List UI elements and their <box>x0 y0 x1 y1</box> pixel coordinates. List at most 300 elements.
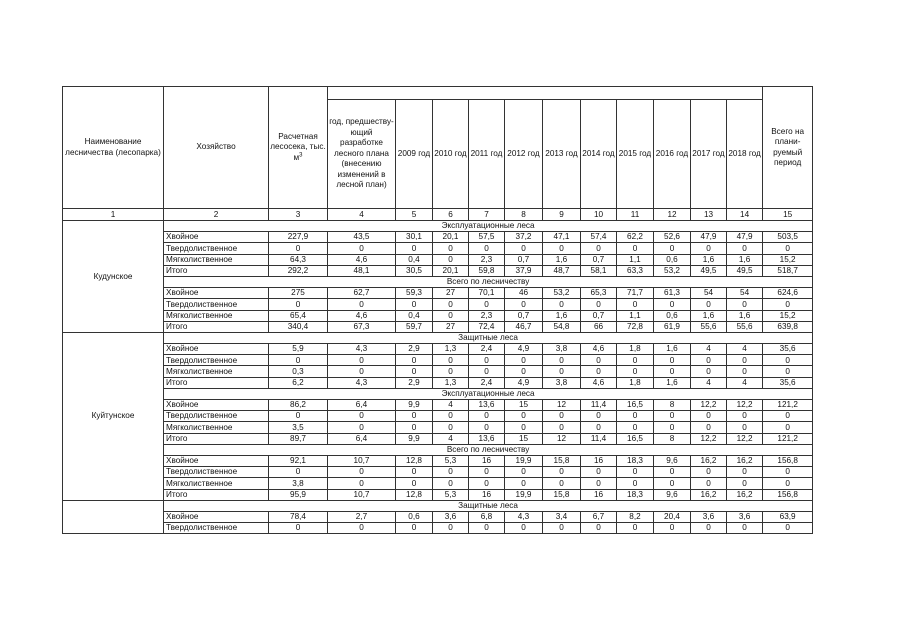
value-cell: 15,2 <box>763 310 813 321</box>
value-cell: 0 <box>654 243 691 254</box>
farm-type-cell: Итого <box>164 377 269 388</box>
column-number: 6 <box>433 209 469 221</box>
value-cell: 3,8 <box>543 377 581 388</box>
header-allowable-cut <box>269 87 328 209</box>
value-cell: 0 <box>505 467 543 478</box>
farm-type-cell: Итого <box>164 433 269 444</box>
value-cell: 3,6 <box>691 511 727 522</box>
value-cell: 15 <box>505 433 543 444</box>
value-cell: 0 <box>469 478 505 489</box>
value-cell: 0 <box>433 243 469 254</box>
value-cell: 0 <box>469 355 505 366</box>
farm-type-cell: Итого <box>164 321 269 332</box>
value-cell: 10,7 <box>328 455 396 466</box>
value-cell: 1,3 <box>433 344 469 355</box>
value-cell: 43,5 <box>328 232 396 243</box>
value-cell: 15,8 <box>543 489 581 500</box>
table-row <box>63 523 813 534</box>
value-cell: 0 <box>581 299 617 310</box>
value-cell: 37,2 <box>505 232 543 243</box>
value-cell: 86,2 <box>269 400 328 411</box>
value-cell: 0 <box>617 366 654 377</box>
value-cell: 20,1 <box>433 232 469 243</box>
value-cell: 1,1 <box>617 310 654 321</box>
value-cell: 0 <box>396 467 433 478</box>
value-cell: 4 <box>727 344 763 355</box>
value-cell: 0 <box>433 478 469 489</box>
value-cell: 47,9 <box>691 232 727 243</box>
value-cell: 70,1 <box>469 288 505 299</box>
value-cell: 0 <box>543 366 581 377</box>
value-cell: 0 <box>727 366 763 377</box>
value-cell: 292,2 <box>269 265 328 276</box>
value-cell: 0 <box>763 355 813 366</box>
value-cell: 0 <box>727 478 763 489</box>
value-cell: 0 <box>543 243 581 254</box>
farm-type-cell: Мягколиственное <box>164 478 269 489</box>
header-year: 2015 год <box>617 100 654 209</box>
value-cell: 156,8 <box>763 455 813 466</box>
value-cell: 0 <box>505 411 543 422</box>
value-cell: 2,9 <box>396 344 433 355</box>
table-row <box>63 455 813 466</box>
value-cell: 0 <box>269 299 328 310</box>
value-cell: 1,6 <box>727 310 763 321</box>
value-cell: 59,8 <box>469 265 505 276</box>
value-cell: 0 <box>581 467 617 478</box>
section-title: Всего по лесничеству <box>164 276 813 287</box>
column-number: 9 <box>543 209 581 221</box>
value-cell: 1,8 <box>617 344 654 355</box>
value-cell: 0 <box>543 355 581 366</box>
column-number: 8 <box>505 209 543 221</box>
header-allowable-cut-label: Расчетная лесосека, тыс. м <box>270 131 326 162</box>
value-cell: 4 <box>691 344 727 355</box>
value-cell: 13,6 <box>469 400 505 411</box>
value-cell: 64,3 <box>269 254 328 265</box>
value-cell: 0 <box>505 366 543 377</box>
value-cell: 503,5 <box>763 232 813 243</box>
value-cell: 0 <box>581 411 617 422</box>
value-cell: 6,7 <box>581 511 617 522</box>
value-cell: 16,2 <box>727 489 763 500</box>
column-number: 7 <box>469 209 505 221</box>
value-cell: 1,1 <box>617 254 654 265</box>
header-total: Всего на плани-руемый период <box>763 87 813 209</box>
value-cell: 6,4 <box>328 433 396 444</box>
value-cell: 55,6 <box>691 321 727 332</box>
value-cell: 15,8 <box>543 455 581 466</box>
value-cell: 0 <box>691 422 727 433</box>
value-cell: 0 <box>543 299 581 310</box>
table-row <box>63 321 813 332</box>
value-cell: 0 <box>328 411 396 422</box>
value-cell: 0 <box>691 355 727 366</box>
value-cell: 0 <box>763 478 813 489</box>
value-cell: 57,5 <box>469 232 505 243</box>
farm-type-cell: Твердолиственное <box>164 355 269 366</box>
value-cell: 1,6 <box>543 310 581 321</box>
value-cell: 0 <box>581 243 617 254</box>
value-cell: 92,1 <box>269 455 328 466</box>
value-cell: 0 <box>617 299 654 310</box>
value-cell: 0 <box>396 355 433 366</box>
value-cell: 0 <box>543 478 581 489</box>
value-cell: 47,1 <box>543 232 581 243</box>
column-number: 10 <box>581 209 617 221</box>
value-cell: 4,3 <box>505 511 543 522</box>
value-cell: 49,5 <box>727 265 763 276</box>
value-cell: 67,3 <box>328 321 396 332</box>
value-cell: 3,6 <box>433 511 469 522</box>
value-cell: 0 <box>328 467 396 478</box>
value-cell: 2,9 <box>396 377 433 388</box>
value-cell: 0 <box>433 411 469 422</box>
value-cell: 35,6 <box>763 377 813 388</box>
column-number-row <box>63 209 813 221</box>
value-cell: 0 <box>469 411 505 422</box>
farm-type-cell: Мягколиственное <box>164 310 269 321</box>
value-cell: 47,9 <box>727 232 763 243</box>
value-cell: 0 <box>469 299 505 310</box>
value-cell: 54 <box>691 288 727 299</box>
header-year: 2017 год <box>691 100 727 209</box>
value-cell: 4 <box>433 433 469 444</box>
value-cell: 0 <box>617 422 654 433</box>
value-cell: 0 <box>581 422 617 433</box>
value-cell: 3,5 <box>269 422 328 433</box>
value-cell: 12,2 <box>727 400 763 411</box>
value-cell: 0 <box>727 411 763 422</box>
header-year: 2010 год <box>433 100 469 209</box>
value-cell: 12 <box>543 433 581 444</box>
header-year: 2018 год <box>727 100 763 209</box>
value-cell: 0 <box>654 355 691 366</box>
value-cell: 46 <box>505 288 543 299</box>
value-cell: 0 <box>617 467 654 478</box>
value-cell: 62,7 <box>328 288 396 299</box>
value-cell: 2,3 <box>469 254 505 265</box>
value-cell: 0 <box>617 243 654 254</box>
value-cell: 9,9 <box>396 400 433 411</box>
value-cell: 9,6 <box>654 489 691 500</box>
value-cell: 624,6 <box>763 288 813 299</box>
value-cell: 63,3 <box>617 265 654 276</box>
value-cell: 12,8 <box>396 489 433 500</box>
value-cell: 8 <box>654 433 691 444</box>
table-row <box>63 478 813 489</box>
value-cell: 0,6 <box>396 511 433 522</box>
value-cell: 1,6 <box>691 310 727 321</box>
column-number: 11 <box>617 209 654 221</box>
value-cell: 27 <box>433 321 469 332</box>
value-cell: 0 <box>433 467 469 478</box>
section-row <box>63 276 813 287</box>
value-cell: 4 <box>727 377 763 388</box>
header-year: 2011 год <box>469 100 505 209</box>
table-row <box>63 243 813 254</box>
section-row <box>63 221 813 232</box>
value-cell: 55,6 <box>727 321 763 332</box>
column-number: 13 <box>691 209 727 221</box>
value-cell: 59,7 <box>396 321 433 332</box>
value-cell: 0 <box>727 299 763 310</box>
value-cell: 65,3 <box>581 288 617 299</box>
value-cell: 6,4 <box>328 400 396 411</box>
farm-type-cell: Хвойное <box>164 288 269 299</box>
value-cell: 8,2 <box>617 511 654 522</box>
value-cell: 9,9 <box>396 433 433 444</box>
value-cell: 16,2 <box>691 489 727 500</box>
value-cell: 61,3 <box>654 288 691 299</box>
value-cell: 0 <box>543 523 581 534</box>
value-cell: 3,8 <box>269 478 328 489</box>
header-year: 2016 год <box>654 100 691 209</box>
farm-type-cell: Итого <box>164 489 269 500</box>
column-number: 14 <box>727 209 763 221</box>
section-title: Защитные леса <box>164 332 813 343</box>
value-cell: 0 <box>396 366 433 377</box>
farm-type-cell: Мягколиственное <box>164 366 269 377</box>
value-cell: 0 <box>581 366 617 377</box>
value-cell: 54 <box>727 288 763 299</box>
value-cell: 0 <box>691 243 727 254</box>
value-cell: 227,9 <box>269 232 328 243</box>
value-cell: 0 <box>727 243 763 254</box>
value-cell: 6,2 <box>269 377 328 388</box>
value-cell: 19,9 <box>505 455 543 466</box>
value-cell: 0 <box>691 478 727 489</box>
value-cell: 35,6 <box>763 344 813 355</box>
value-cell: 0,3 <box>269 366 328 377</box>
table-row <box>63 299 813 310</box>
value-cell: 0 <box>654 366 691 377</box>
value-cell: 58,1 <box>581 265 617 276</box>
value-cell: 0 <box>269 523 328 534</box>
value-cell: 0,7 <box>505 310 543 321</box>
value-cell: 12,8 <box>396 455 433 466</box>
value-cell: 4,6 <box>581 344 617 355</box>
value-cell: 0 <box>727 422 763 433</box>
value-cell: 1,6 <box>727 254 763 265</box>
forest-harvest-table <box>62 86 813 534</box>
farm-type-cell: Твердолиственное <box>164 411 269 422</box>
value-cell: 0 <box>691 523 727 534</box>
value-cell: 59,3 <box>396 288 433 299</box>
value-cell: 89,7 <box>269 433 328 444</box>
farm-type-cell: Итого <box>164 265 269 276</box>
value-cell: 1,6 <box>654 377 691 388</box>
value-cell: 0 <box>469 467 505 478</box>
table-row <box>63 422 813 433</box>
value-cell: 5,3 <box>433 455 469 466</box>
value-cell: 20,1 <box>433 265 469 276</box>
farm-type-cell: Твердолиственное <box>164 467 269 478</box>
value-cell: 0 <box>654 422 691 433</box>
value-cell: 5,3 <box>433 489 469 500</box>
value-cell: 1,8 <box>617 377 654 388</box>
forestry-name: Куйтунское <box>63 332 164 500</box>
value-cell: 13,6 <box>469 433 505 444</box>
value-cell: 16 <box>581 489 617 500</box>
value-cell: 0 <box>269 411 328 422</box>
header-year: 2009 год <box>396 100 433 209</box>
value-cell: 0 <box>691 411 727 422</box>
value-cell: 0,7 <box>581 310 617 321</box>
value-cell: 0 <box>763 467 813 478</box>
value-cell: 0,7 <box>505 254 543 265</box>
value-cell: 48,7 <box>543 265 581 276</box>
value-cell: 4,3 <box>328 377 396 388</box>
table-row <box>63 411 813 422</box>
table-row <box>63 489 813 500</box>
value-cell: 11,4 <box>581 433 617 444</box>
value-cell: 0 <box>617 478 654 489</box>
value-cell: 10,7 <box>328 489 396 500</box>
value-cell: 0 <box>328 299 396 310</box>
value-cell: 72,8 <box>617 321 654 332</box>
farm-type-cell: Мягколиственное <box>164 422 269 433</box>
value-cell: 0 <box>763 243 813 254</box>
value-cell: 0 <box>328 523 396 534</box>
value-cell: 0 <box>433 523 469 534</box>
value-cell: 16,2 <box>691 455 727 466</box>
value-cell: 0 <box>654 411 691 422</box>
value-cell: 12 <box>543 400 581 411</box>
table-row <box>63 344 813 355</box>
value-cell: 0 <box>396 478 433 489</box>
section-title: Эксплуатационные леса <box>164 388 813 399</box>
value-cell: 0 <box>691 366 727 377</box>
value-cell: 0 <box>433 310 469 321</box>
value-cell: 0 <box>763 299 813 310</box>
table-row <box>63 310 813 321</box>
value-cell: 121,2 <box>763 433 813 444</box>
value-cell: 27 <box>433 288 469 299</box>
value-cell: 0 <box>328 422 396 433</box>
value-cell: 0 <box>581 523 617 534</box>
value-cell: 65,4 <box>269 310 328 321</box>
value-cell: 0 <box>543 411 581 422</box>
value-cell: 1,6 <box>691 254 727 265</box>
value-cell: 0 <box>433 254 469 265</box>
value-cell: 3,8 <box>543 344 581 355</box>
column-number: 15 <box>763 209 813 221</box>
table-row <box>63 232 813 243</box>
header-year: 2012 год <box>505 100 543 209</box>
value-cell: 0 <box>654 299 691 310</box>
value-cell: 1,6 <box>543 254 581 265</box>
value-cell: 4,6 <box>581 377 617 388</box>
table-row <box>63 254 813 265</box>
value-cell: 0 <box>269 467 328 478</box>
table-row <box>63 377 813 388</box>
value-cell: 0 <box>505 299 543 310</box>
column-number: 5 <box>396 209 433 221</box>
column-number: 3 <box>269 209 328 221</box>
value-cell: 0 <box>543 422 581 433</box>
value-cell: 0 <box>328 243 396 254</box>
header-year: 2014 год <box>581 100 617 209</box>
value-cell: 0 <box>617 411 654 422</box>
value-cell: 0 <box>469 422 505 433</box>
section-row <box>63 388 813 399</box>
value-cell: 61,9 <box>654 321 691 332</box>
value-cell: 20,4 <box>654 511 691 522</box>
value-cell: 0 <box>396 523 433 534</box>
section-title: Эксплуатационные леса <box>164 221 813 232</box>
value-cell: 16,5 <box>617 433 654 444</box>
value-cell: 0,4 <box>396 254 433 265</box>
header-year: 2013 год <box>543 100 581 209</box>
value-cell: 0 <box>433 366 469 377</box>
value-cell: 0 <box>505 478 543 489</box>
value-cell: 156,8 <box>763 489 813 500</box>
value-cell: 0,6 <box>654 310 691 321</box>
value-cell: 0 <box>543 467 581 478</box>
value-cell: 0 <box>763 411 813 422</box>
column-number: 4 <box>328 209 396 221</box>
value-cell: 0 <box>469 243 505 254</box>
value-cell: 53,2 <box>543 288 581 299</box>
value-cell: 30,1 <box>396 232 433 243</box>
column-number: 12 <box>654 209 691 221</box>
section-title: Защитные леса <box>164 500 813 511</box>
table-row <box>63 433 813 444</box>
value-cell: 4,6 <box>328 310 396 321</box>
value-cell: 518,7 <box>763 265 813 276</box>
header-top-strip <box>63 87 813 100</box>
column-number: 2 <box>164 209 269 221</box>
value-cell: 0 <box>433 355 469 366</box>
value-cell: 18,3 <box>617 489 654 500</box>
value-cell: 0 <box>727 355 763 366</box>
value-cell: 5,9 <box>269 344 328 355</box>
header-farm: Хозяйство <box>164 87 269 209</box>
value-cell: 0 <box>581 355 617 366</box>
value-cell: 0 <box>763 366 813 377</box>
value-cell: 0 <box>691 467 727 478</box>
value-cell: 0 <box>505 422 543 433</box>
value-cell: 48,1 <box>328 265 396 276</box>
section-row <box>63 444 813 455</box>
value-cell: 4,9 <box>505 377 543 388</box>
forestry-name: Кудунское <box>63 221 164 333</box>
farm-type-cell: Хвойное <box>164 232 269 243</box>
value-cell: 63,9 <box>763 511 813 522</box>
table-row <box>63 467 813 478</box>
forestry-name <box>63 500 164 534</box>
value-cell: 12,2 <box>727 433 763 444</box>
value-cell: 49,5 <box>691 265 727 276</box>
value-cell: 0 <box>654 523 691 534</box>
value-cell: 0 <box>727 523 763 534</box>
value-cell: 3,6 <box>727 511 763 522</box>
value-cell: 15,2 <box>763 254 813 265</box>
table-row <box>63 366 813 377</box>
farm-type-cell: Твердолиственное <box>164 243 269 254</box>
value-cell: 0 <box>581 478 617 489</box>
farm-type-cell: Твердолиственное <box>164 299 269 310</box>
section-row <box>63 332 813 343</box>
value-cell: 12,2 <box>691 400 727 411</box>
value-cell: 16 <box>469 455 505 466</box>
value-cell: 0 <box>617 523 654 534</box>
value-cell: 66 <box>581 321 617 332</box>
value-cell: 4 <box>691 377 727 388</box>
value-cell: 639,8 <box>763 321 813 332</box>
value-cell: 0 <box>269 355 328 366</box>
